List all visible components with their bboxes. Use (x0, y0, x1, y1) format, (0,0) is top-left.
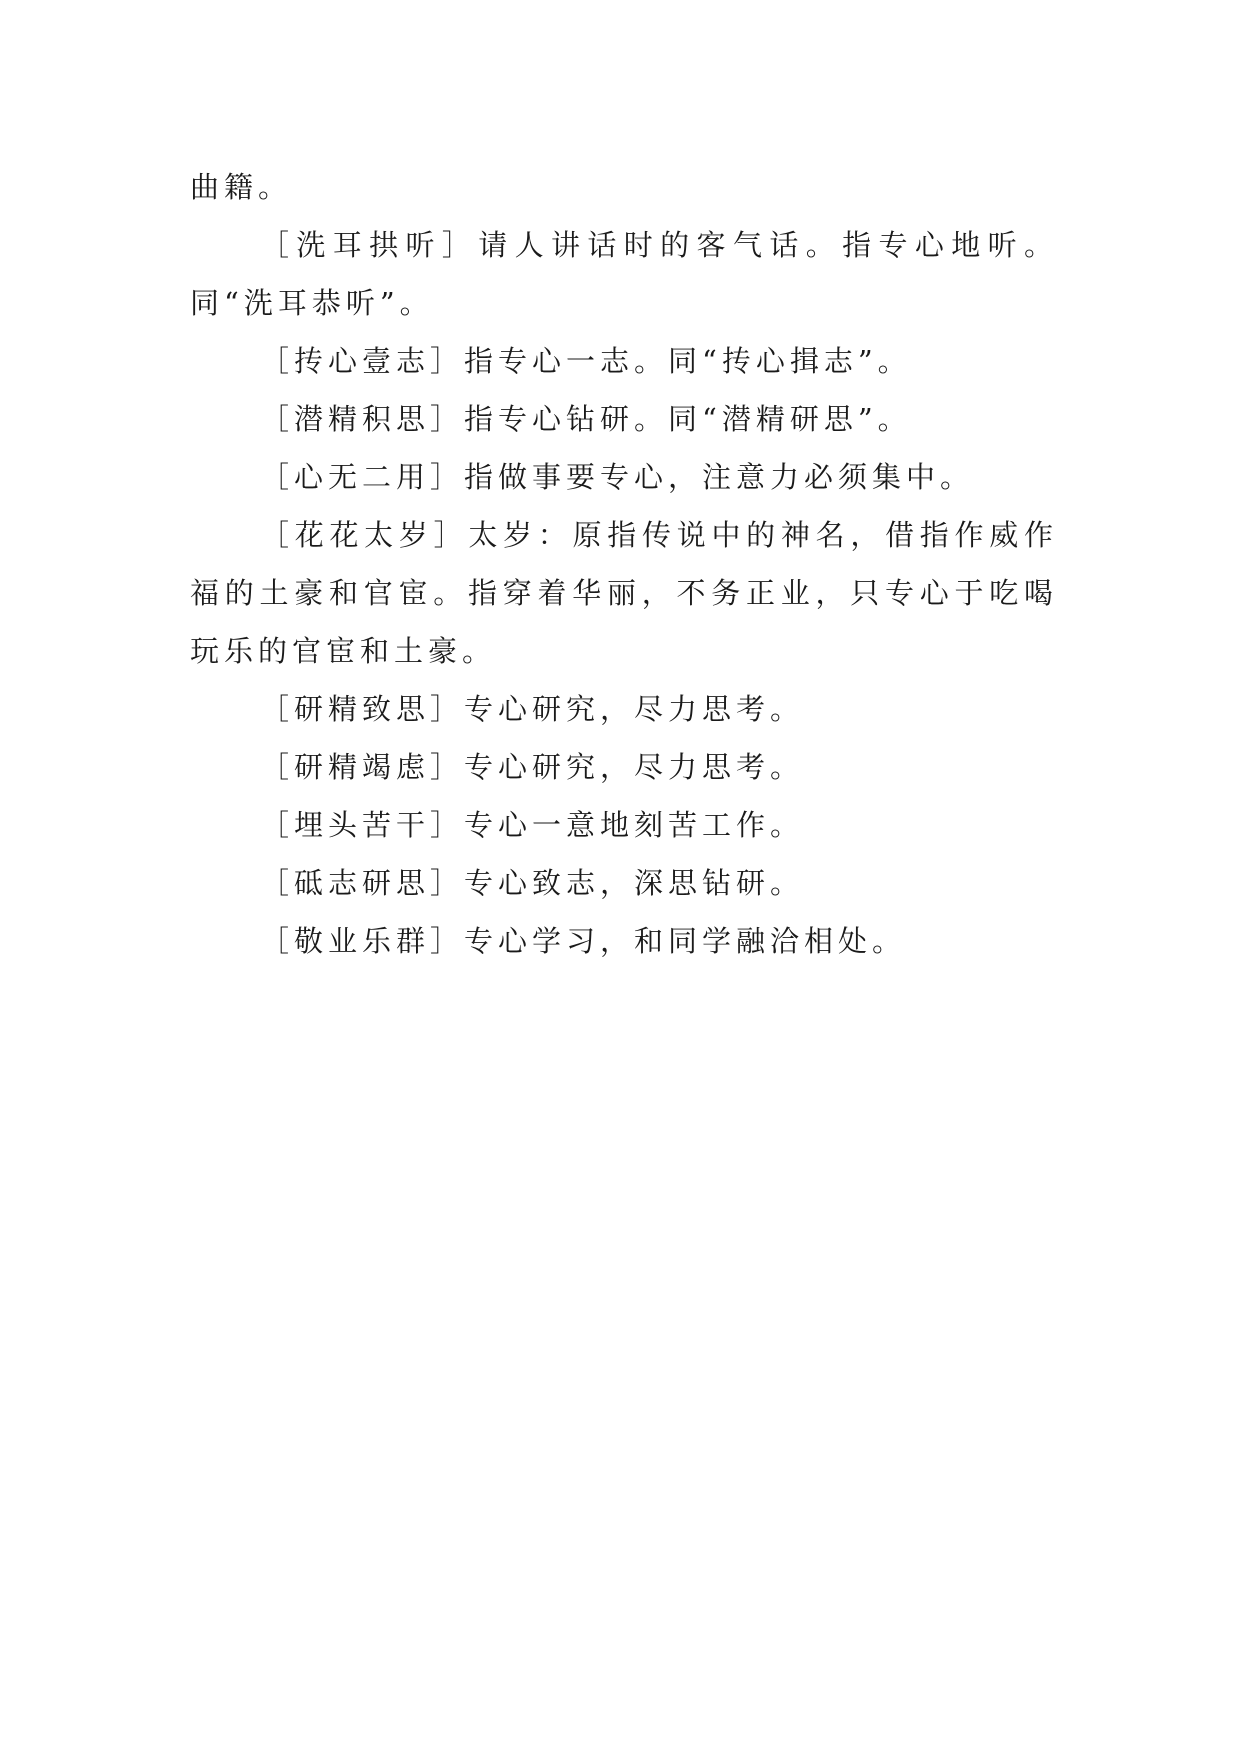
idiom-term: ［潜精积思］ (260, 402, 465, 436)
idiom-definition: 专心学习，和同学融洽相处。 (464, 924, 907, 958)
idiom-term: ［洗耳拱听］ (260, 228, 479, 262)
idiom-entry (190, 680, 1058, 738)
idiom-term: ［敬业乐群］ (260, 924, 465, 958)
idiom-entry (190, 796, 1058, 854)
idiom-term: ［心无二用］ (260, 460, 465, 494)
idiom-entry (190, 448, 1058, 506)
idiom-term: ［抟心壹志］ (260, 344, 465, 378)
idiom-definition: 专心研究，尽力思考。 (464, 692, 805, 726)
paragraph-continuation (190, 158, 1058, 216)
paragraph-text: 曲籍。 (190, 170, 293, 204)
idiom-term: ［埋头苦干］ (260, 808, 465, 842)
idiom-definition: 专心一意地刻苦工作。 (464, 808, 805, 842)
idiom-term: ［研精竭虑］ (260, 750, 465, 784)
idiom-definition: 指做事要专心，注意力必须集中。 (464, 460, 975, 494)
idiom-definition: 指专心钻研。同“潜精研思”。 (464, 402, 912, 436)
idiom-entry (190, 738, 1058, 796)
idiom-entry (190, 390, 1058, 448)
idiom-entry (190, 912, 1058, 970)
idiom-definition: 太岁：原指传说中的神名，借指作威作福的土豪和官宦。指穿着华丽，不务正业，只专心于吃喝玩乐的官宦和土豪。 (190, 518, 1058, 668)
idiom-entry (190, 332, 1058, 390)
idiom-entry (190, 216, 1058, 332)
idiom-term: ［砥志研思］ (260, 866, 465, 900)
idiom-term: ［花花太岁］ (260, 518, 469, 552)
document-body (190, 158, 1058, 970)
idiom-definition: 专心致志，深思钻研。 (464, 866, 805, 900)
idiom-entry (190, 506, 1058, 680)
idiom-definition: 指专心一志。同“抟心揖志”。 (464, 344, 912, 378)
idiom-definition: 请人讲话时的客气话。指专心地听。同“洗耳恭听”。 (190, 228, 1058, 320)
idiom-entry (190, 854, 1058, 912)
idiom-definition: 专心研究，尽力思考。 (464, 750, 805, 784)
idiom-term: ［研精致思］ (260, 692, 465, 726)
